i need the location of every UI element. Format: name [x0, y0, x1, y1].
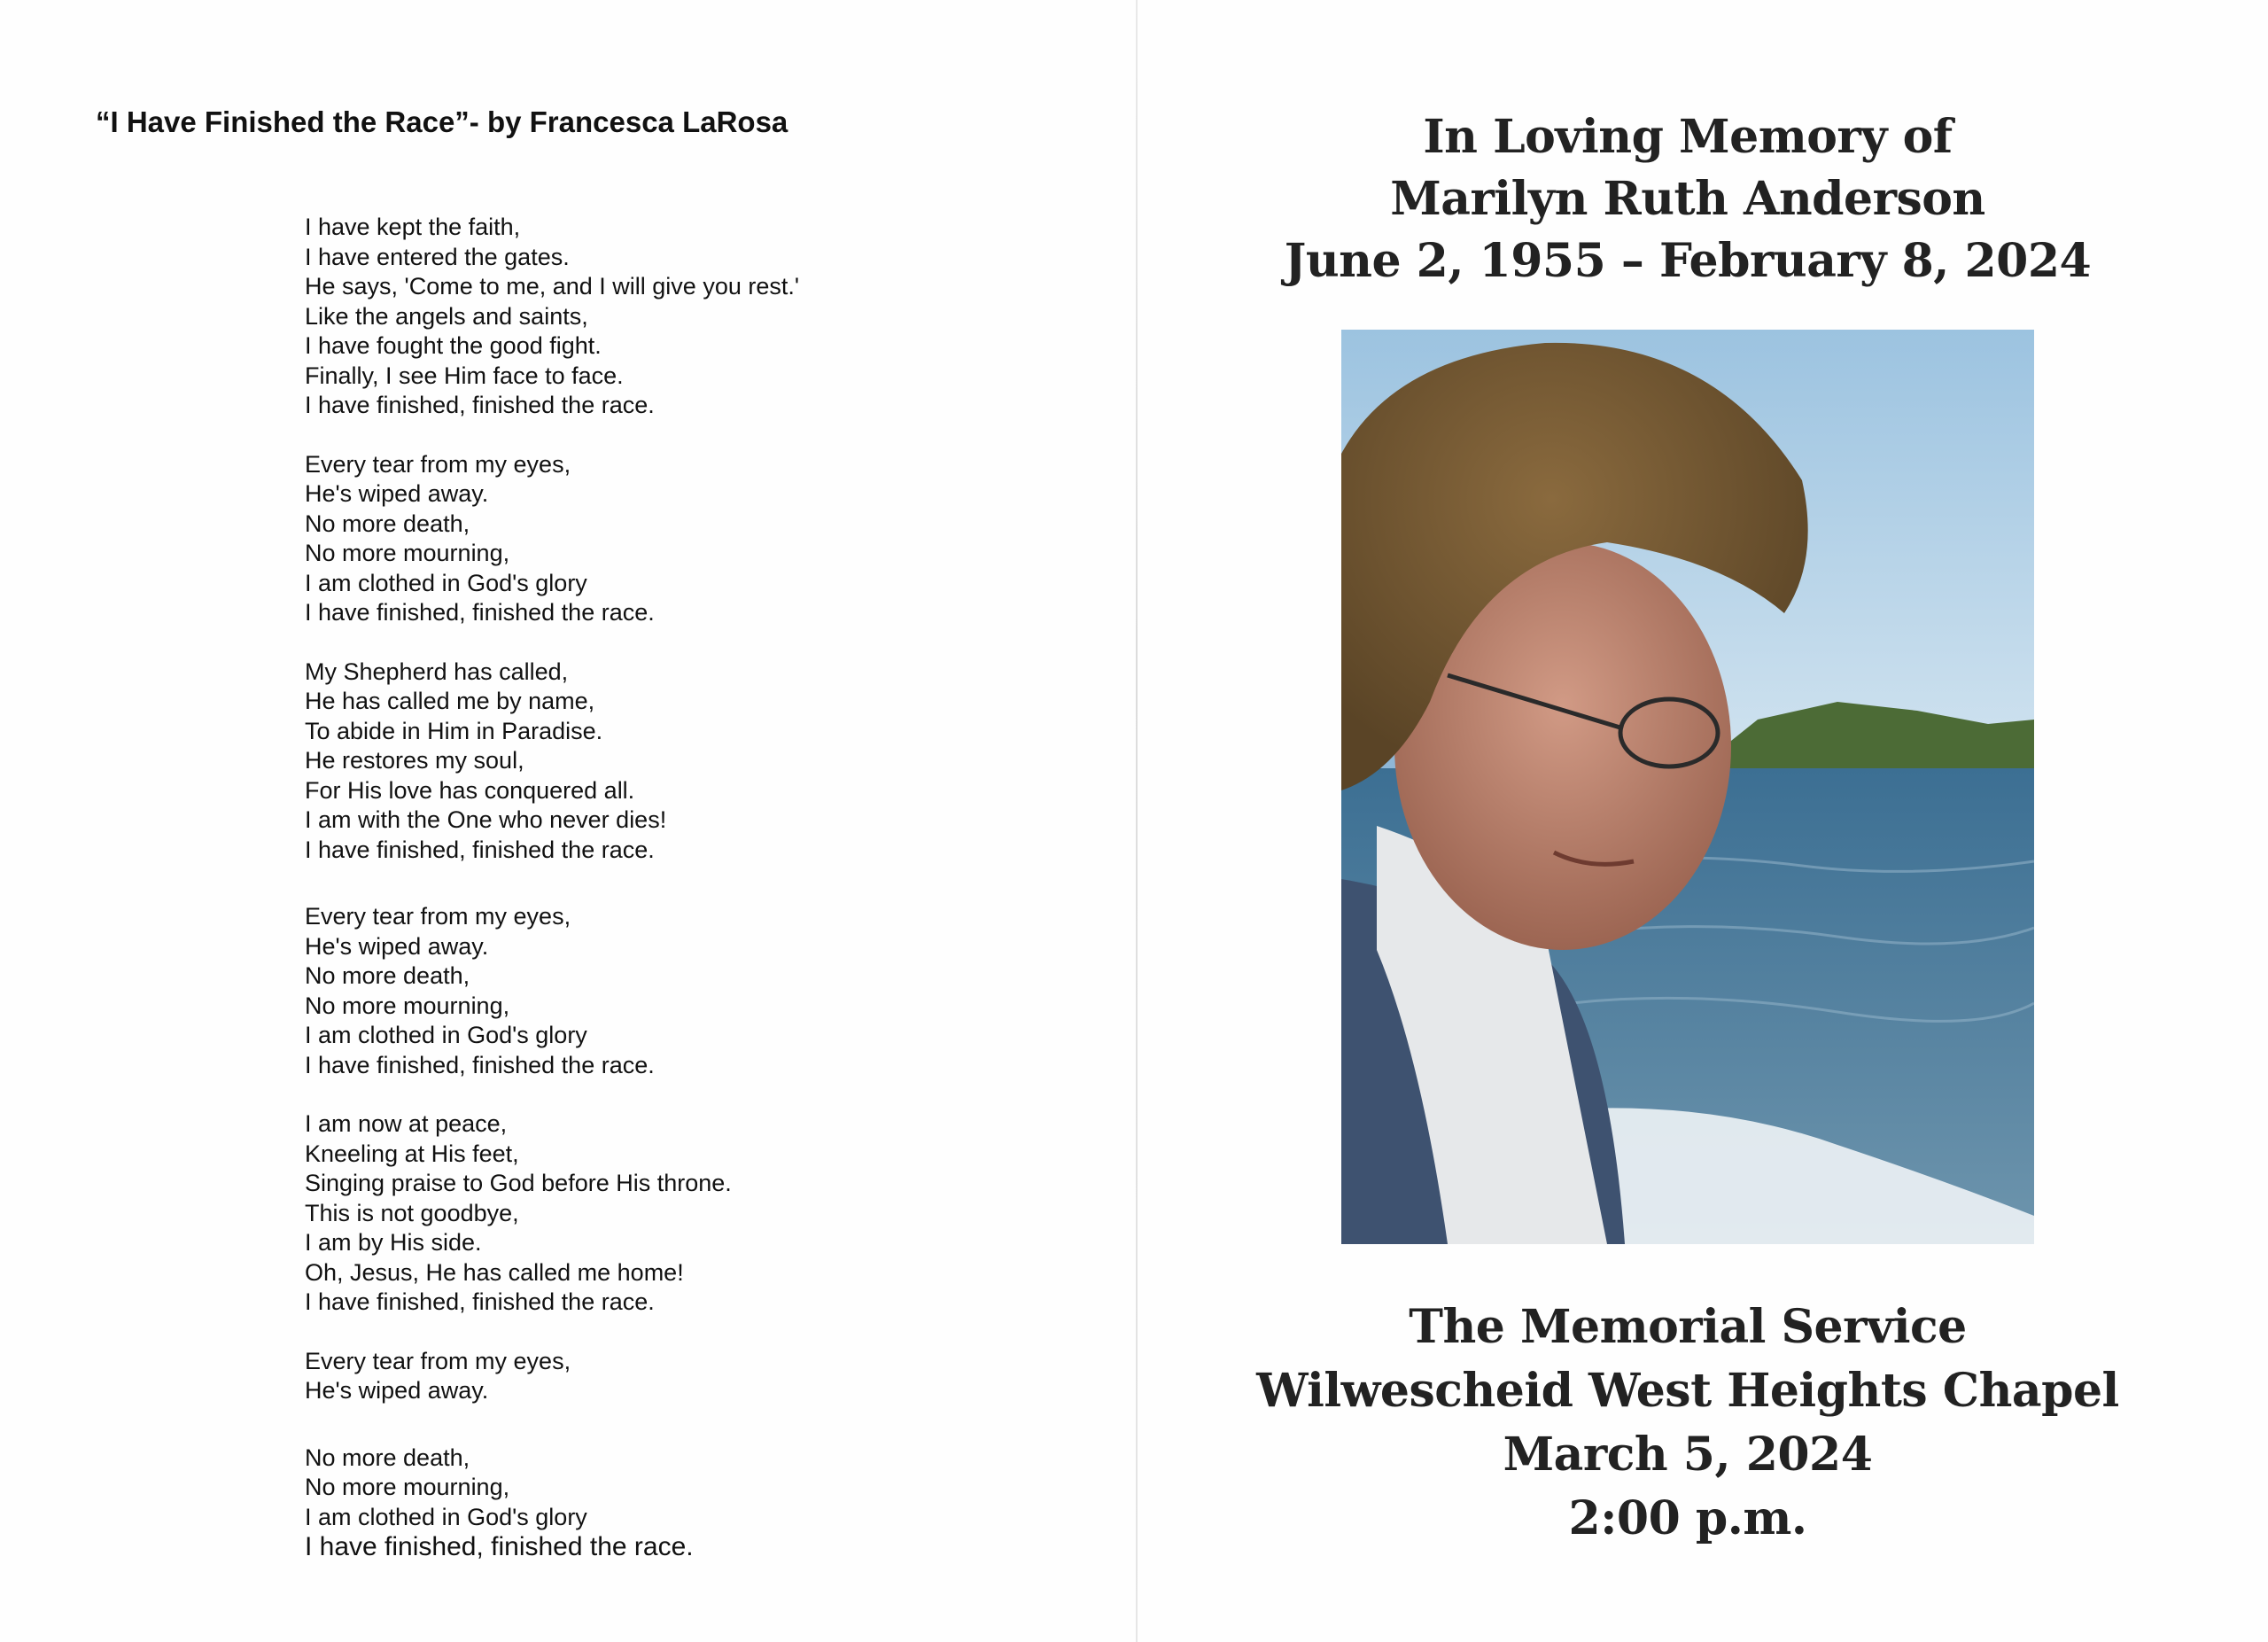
- poem-line: He's wiped away.: [305, 1377, 489, 1404]
- poem-line: He restores my soul,: [305, 747, 524, 774]
- poem-line: No more death,: [305, 962, 470, 989]
- poem-line: My Shepherd has called,: [305, 658, 569, 685]
- poem-line: I am clothed in God's glory: [305, 1022, 587, 1048]
- poem-line: I have finished, finished the race.: [305, 392, 655, 418]
- poem-line: I have finished, finished the race.: [305, 1288, 655, 1315]
- service-title: The Memorial Service: [1409, 1300, 1967, 1354]
- poem-stanza: [305, 658, 978, 866]
- poem-stanza: [305, 902, 978, 1080]
- poem-line: I have finished, finished the race.: [305, 599, 655, 626]
- memory-heading: In Loving Memory of: [1423, 110, 1953, 164]
- poem-line: I have entered the gates.: [305, 243, 570, 270]
- poem-stanza: [305, 450, 978, 628]
- poem-line: I have kept the faith,: [305, 214, 521, 240]
- portrait-photo: [1341, 330, 2034, 1244]
- poem-stanza: [305, 1444, 978, 1562]
- poem-line: No more death,: [305, 510, 470, 537]
- poem-line: I have finished, finished the race.: [305, 1532, 694, 1561]
- poem-line: No more mourning,: [305, 1474, 510, 1500]
- service-time: 2:00 p.m.: [1568, 1491, 1807, 1545]
- poem-line: Every tear from my eyes,: [305, 903, 571, 930]
- poem-line: I am by His side.: [305, 1229, 482, 1256]
- memorial-heading: [1169, 106, 2206, 292]
- poem-line: Kneeling at His feet,: [305, 1140, 519, 1167]
- poem-line: Like the angels and saints,: [305, 302, 588, 330]
- poem-line: He says, 'Come to me, and I will give you rest.': [305, 273, 800, 300]
- deceased-name: Marilyn Ruth Anderson: [1390, 172, 1985, 226]
- poem-line: I am with the One who never dies!: [305, 806, 667, 833]
- service-venue: Wilwescheid West Heights Chapel: [1256, 1364, 2119, 1418]
- page-fold: [1136, 0, 1138, 1642]
- poem-line: Oh, Jesus, He has called me home!: [305, 1258, 684, 1286]
- poem-line: This is not goodbye,: [305, 1199, 519, 1226]
- poem-stanza: [305, 213, 978, 421]
- poem-line: I have finished, finished the race.: [305, 836, 655, 863]
- poem-stanza: [305, 1109, 978, 1318]
- portrait-illustration: [1341, 330, 2034, 1244]
- poem-line: I am now at peace,: [305, 1110, 508, 1137]
- poem-line: To abide in Him in Paradise.: [305, 717, 603, 744]
- poem-line: Every tear from my eyes,: [305, 450, 571, 478]
- service-date: March 5, 2024: [1503, 1428, 1873, 1482]
- poem-line: No more mourning,: [305, 992, 510, 1019]
- poem-body: [305, 213, 978, 1562]
- poem-title: “I Have Finished the Race”- by Francesca LaRosa: [96, 105, 788, 138]
- poem-line: He has called me by name,: [305, 688, 595, 714]
- poem-line: For His love has conquered all.: [305, 776, 635, 804]
- poem-line: Finally, I see Him face to face.: [305, 362, 624, 389]
- service-details: [1169, 1296, 2206, 1551]
- poem-line: I am clothed in God's glory: [305, 1503, 587, 1530]
- poem-line: He's wiped away.: [305, 932, 489, 960]
- life-dates: June 2, 1955 – February 8, 2024: [1284, 234, 2092, 288]
- poem-stanza: [305, 1347, 978, 1406]
- poem-line: I am clothed in God's glory: [305, 569, 587, 596]
- poem-line: Every tear from my eyes,: [305, 1347, 571, 1374]
- poem-line: He's wiped away.: [305, 480, 489, 507]
- poem-line: Singing praise to God before His throne.: [305, 1170, 732, 1196]
- poem-line: I have fought the good fight.: [305, 332, 602, 359]
- poem-line: No more mourning,: [305, 540, 510, 566]
- poem-line: I have finished, finished the race.: [305, 1051, 655, 1078]
- poem-line: No more death,: [305, 1444, 470, 1471]
